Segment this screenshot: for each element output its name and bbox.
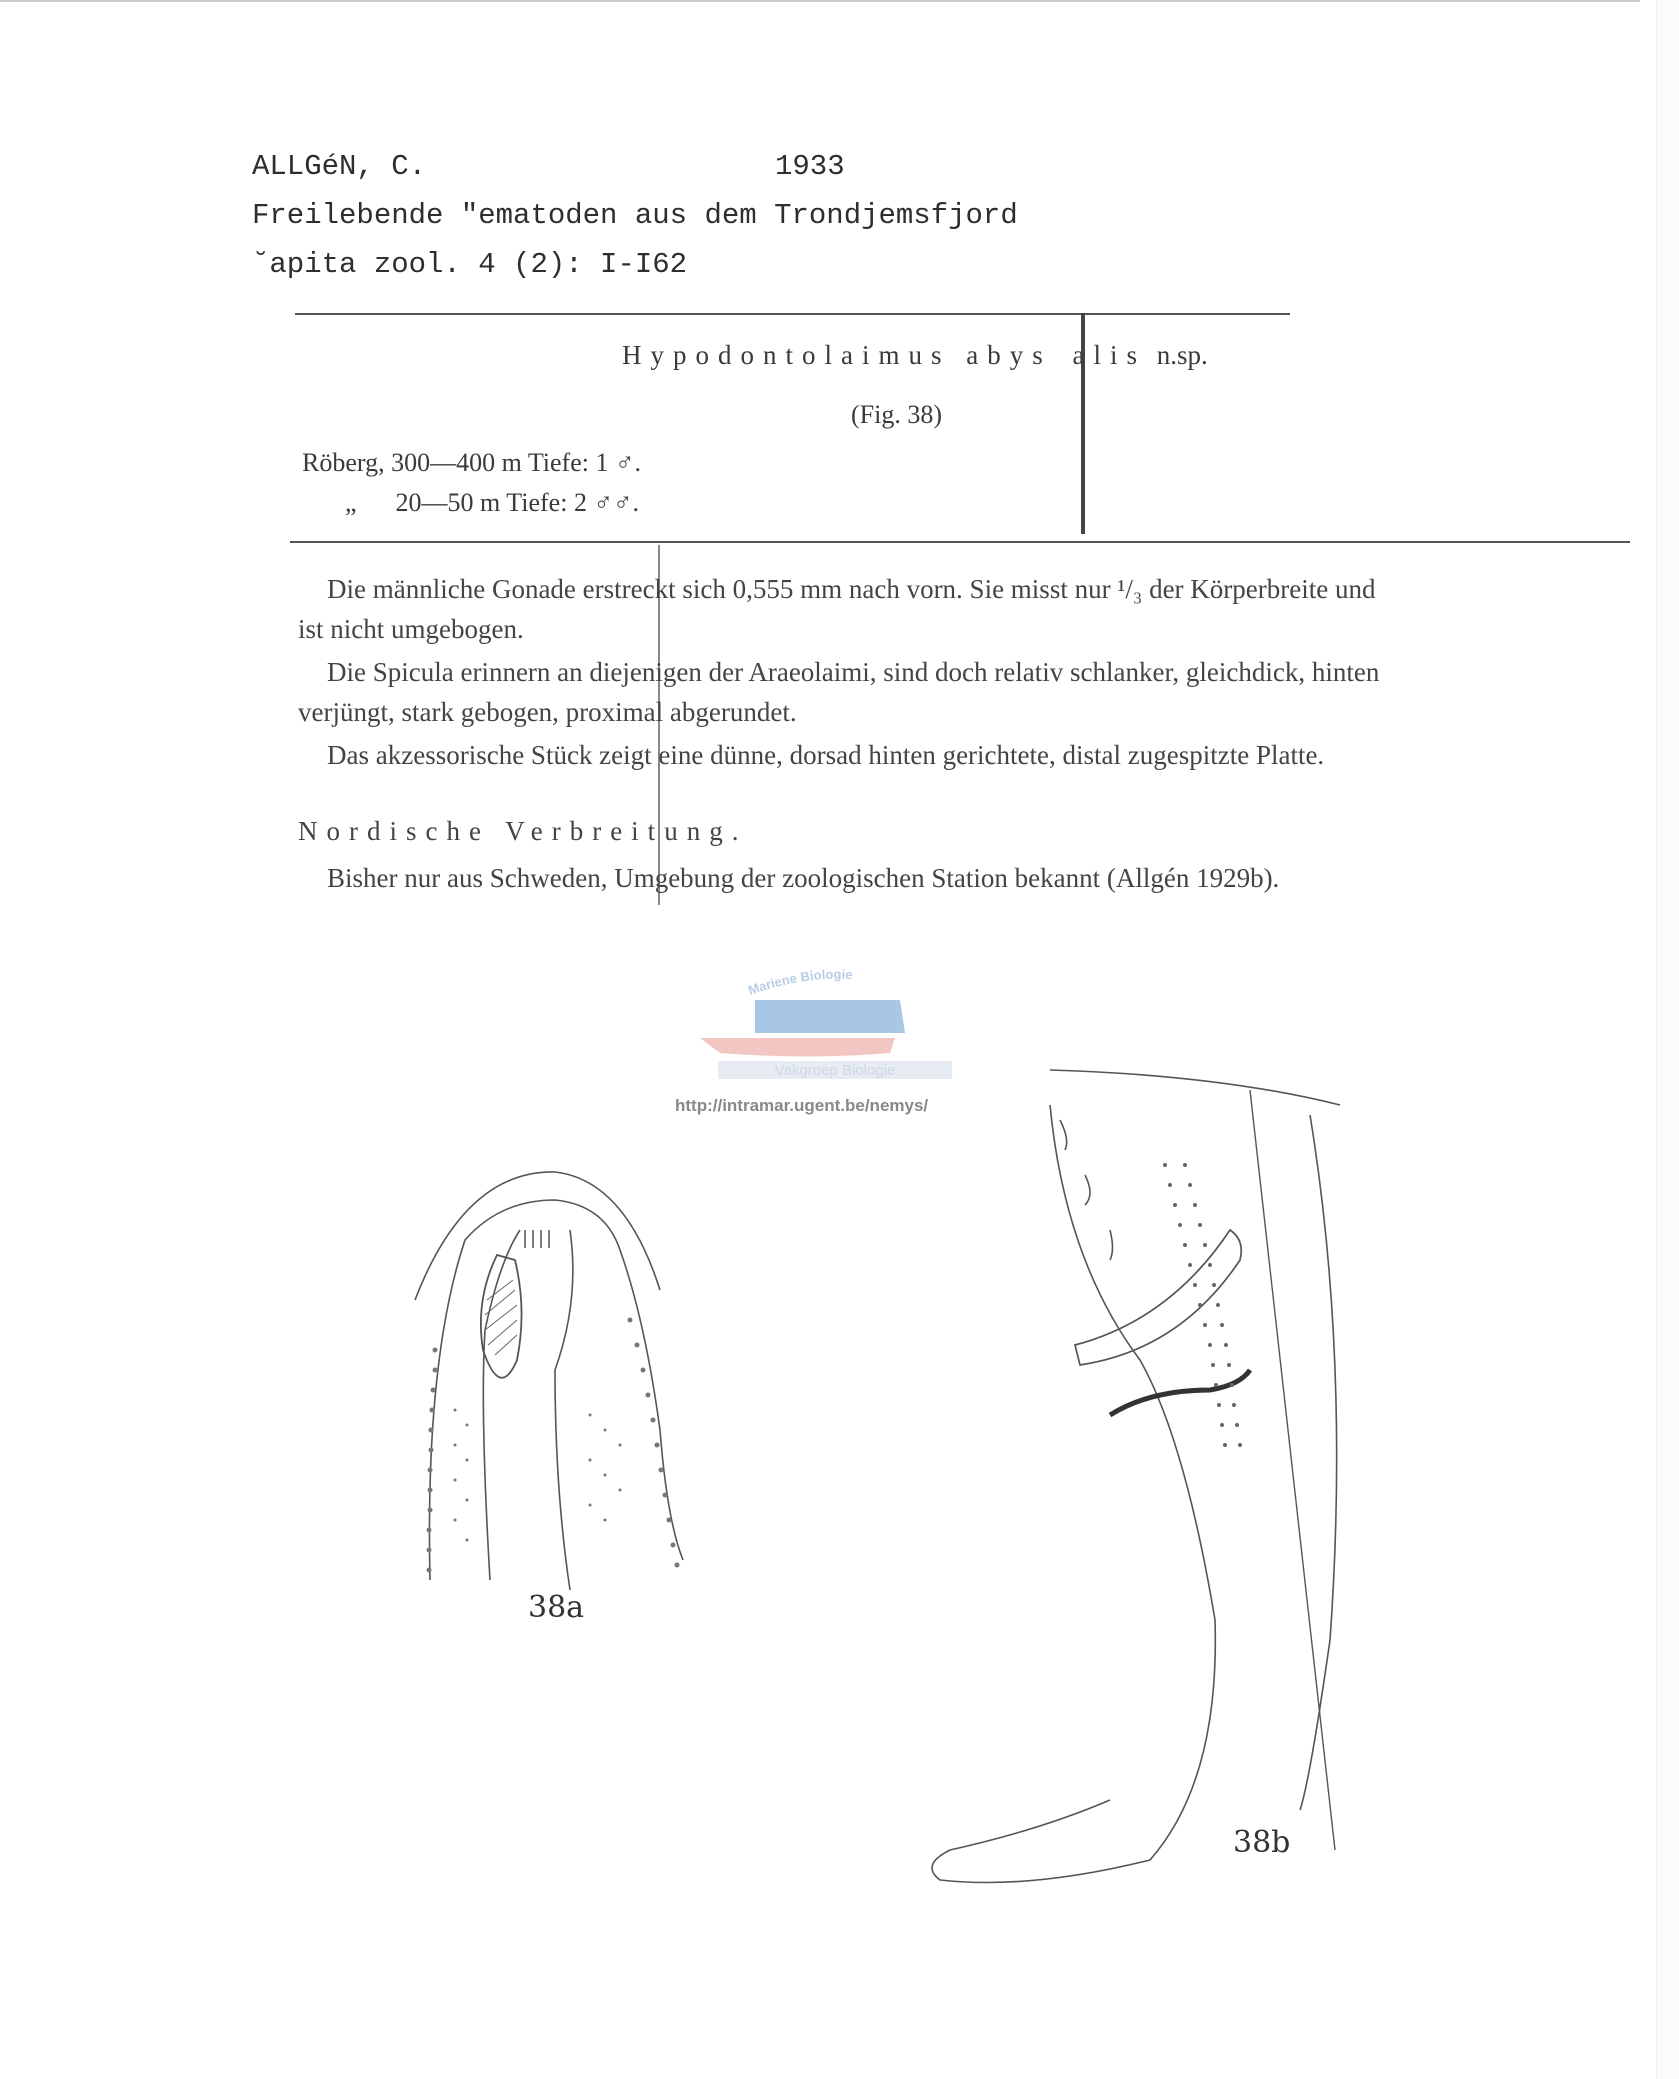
supplements [1060,1120,1113,1260]
citation-year: 1933 [775,150,845,183]
head-outer-contour [415,1172,660,1300]
description-line-2: ist nicht umgebogen. [298,614,524,644]
pharynx-right [555,1230,573,1590]
species-genus-epithet: Hypodontolaimus abys [622,340,1052,370]
body-cuticle [429,1200,683,1580]
dorsal-tooth [481,1255,522,1378]
citation-journal: ˘apita zool. 4 (2): I-I62 [252,248,688,281]
buccal-rugae [525,1230,549,1248]
locality-1: Röberg, 300—400 m Tiefe: 1 ♂. [302,448,641,477]
watermark-wave-shape [700,1038,895,1057]
figure-reference: (Fig. 38) [851,400,942,429]
citation-title: Freilebende "ematoden aus dem Trondjemsfjord [252,199,1018,232]
figure-38b [920,1060,1360,1910]
citation-author: ALLGéN, C. [252,150,427,183]
scan-top-edge [0,0,1640,2]
watermark-banner-text: Vakgroep Biologie [774,1062,896,1079]
distribution-heading: Nordische Verbreitung. [298,816,748,846]
watermark-boat-shape [755,1000,905,1033]
distribution-text: Bisher nur aus Schweden, Umgebung der zoologischen Station bekannt (Allgén 1929b). [327,863,1280,893]
gubernaculum [1110,1370,1250,1415]
locality-2: „ 20—50 m Tiefe: 2 ♂♂. [345,488,639,517]
pharynx-left [483,1230,520,1580]
body-cut-line [1050,1070,1340,1105]
species-name [622,340,1208,371]
description-line-3: Die Spicula erinnern an diejenigen der Araeolaimi, sind doch relativ schlanker, gleichdick, hinten [327,657,1380,687]
species-suffix: n.sp. [1156,340,1208,370]
watermark-url: http://intramar.ugent.be/nemys/ [675,1096,929,1115]
tail-ventral-contour [932,1105,1215,1883]
rule-bottom [290,541,1630,543]
description-line-4: verjüngt, stark gebogen, proximal abgerundet. [298,697,797,727]
tooth-hatching [485,1280,517,1355]
figure-label-38b: 38b [1233,1825,1291,1860]
figure-38a [405,1160,715,1630]
rule-top [295,313,1290,315]
species-epithet-rest: alis [1072,340,1146,370]
spiculum [1075,1230,1241,1365]
description-line-5: Das akzessorische Stück zeigt eine dünne, dorsad hinten gerichtete, distal zugespitzte Platte. [327,740,1325,770]
watermark-arc-text: Mariene Biologie [746,966,853,998]
cuticle-annulation-dots [427,1318,680,1573]
figure-label-38a: 38a [528,1590,585,1625]
description-line-1: Die männliche Gonade erstreckt sich 0,555 mm nach vorn. Sie misst nur ¹/₃ der Körperbreite und [327,574,1376,604]
scan-edge [1656,0,1679,2079]
